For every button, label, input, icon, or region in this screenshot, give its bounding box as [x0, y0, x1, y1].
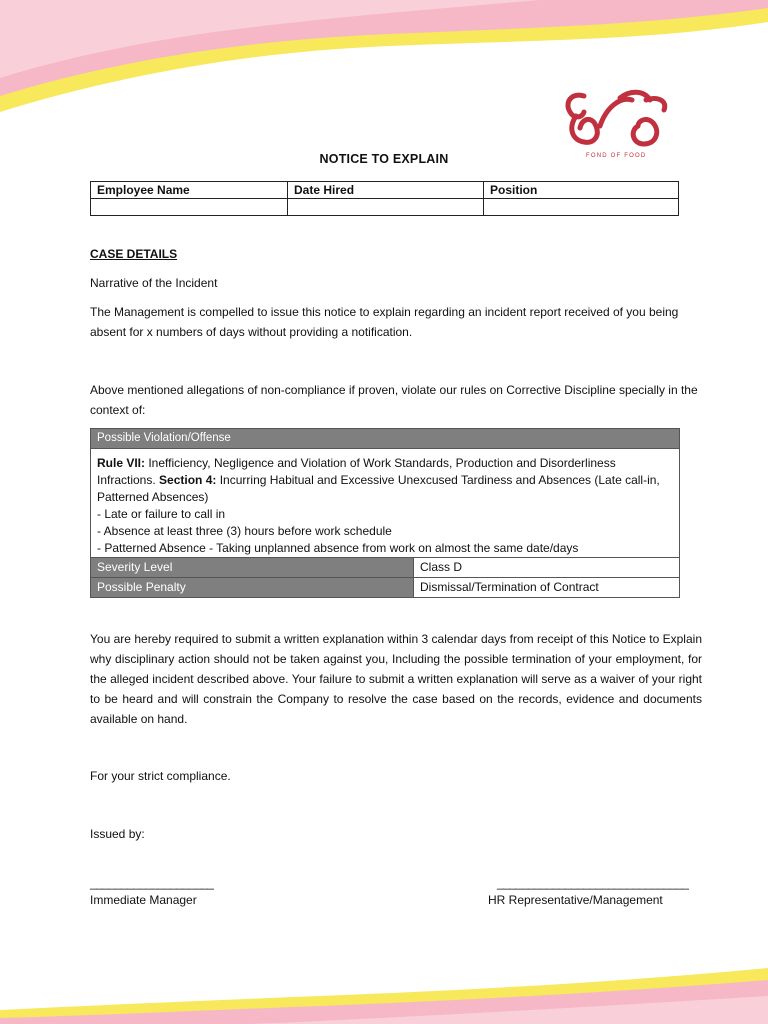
section-text: Incurring Habitual and Excessive Unexcused Tardiness and Absences (Late call-in, Patterned Absences) [97, 473, 660, 504]
violation-bullet: - Absence at least three (3) hours before work schedule [97, 524, 392, 538]
penalty-label: Possible Penalty [91, 578, 414, 597]
penalty-value: Dismissal/Termination of Contract [420, 580, 599, 594]
instruction-text: You are hereby required to submit a written explanation within 3 calendar days from receipt of this Notice to Explain why disciplinary action should not be taken against you, Including the possible termination of your employment, for the alleged incident described above. Your failure to submit a written explanation will serve as a waiver of your right to be heard and will constrain the Company to resolve the case based on the records, evidence and documents available on hand. [90, 632, 702, 726]
violation-bullet: - Patterned Absence - Taking unplanned absence from work on almost the same date/days [97, 541, 579, 555]
rule-text: Inefficiency, Negligence and Violation of Work Standards, Production and Disorderliness Infractions. [97, 456, 616, 487]
fofo-logo [560, 86, 676, 162]
narrative-subheading: Narrative of the Incident [90, 276, 218, 290]
section-label: Section 4: [159, 473, 217, 487]
narrative-text: The Management is compelled to issue this notice to explain regarding an incident report received of you being absent for x numbers of days without providing a notification. [90, 305, 679, 339]
allegations-text: Above mentioned allegations of non-compliance if proven, violate our rules on Corrective Discipline specially in the context of: [90, 383, 698, 417]
employee-table-value-row [91, 199, 679, 216]
employee-name-cell[interactable] [91, 199, 288, 216]
hr-signature-label: HR Representative/Management [488, 893, 663, 907]
manager-signature-label: Immediate Manager [90, 893, 197, 907]
hr-signature-line[interactable]: _______________________________ [497, 876, 689, 890]
issued-by-label: Issued by: [90, 827, 145, 841]
employee-info-table [90, 181, 679, 216]
violation-body [91, 449, 679, 558]
header-employee-name: Employee Name [91, 182, 288, 199]
manager-signature-line[interactable]: ____________________ [90, 876, 214, 890]
date-hired-cell[interactable] [288, 199, 484, 216]
header-date-hired: Date Hired [288, 182, 484, 199]
severity-value: Class D [420, 560, 463, 574]
rule-label: Rule VII: [97, 456, 146, 470]
rule-paragraph [97, 455, 673, 506]
violation-table [90, 428, 680, 598]
penalty-row [91, 577, 679, 597]
header-position: Position [484, 182, 679, 199]
severity-row [91, 558, 679, 577]
logo-tagline: FOND OF FOOD [586, 153, 647, 159]
severity-label: Severity Level [91, 558, 414, 577]
case-details-heading: CASE DETAILS [90, 247, 178, 261]
violation-header: Possible Violation/Offense [91, 429, 679, 449]
employee-table-header-row [91, 182, 679, 199]
violation-bullet: - Late or failure to call in [97, 507, 226, 521]
document-title: NOTICE TO EXPLAIN [319, 152, 449, 166]
compliance-text: For your strict compliance. [90, 769, 231, 783]
position-cell[interactable] [484, 199, 679, 216]
